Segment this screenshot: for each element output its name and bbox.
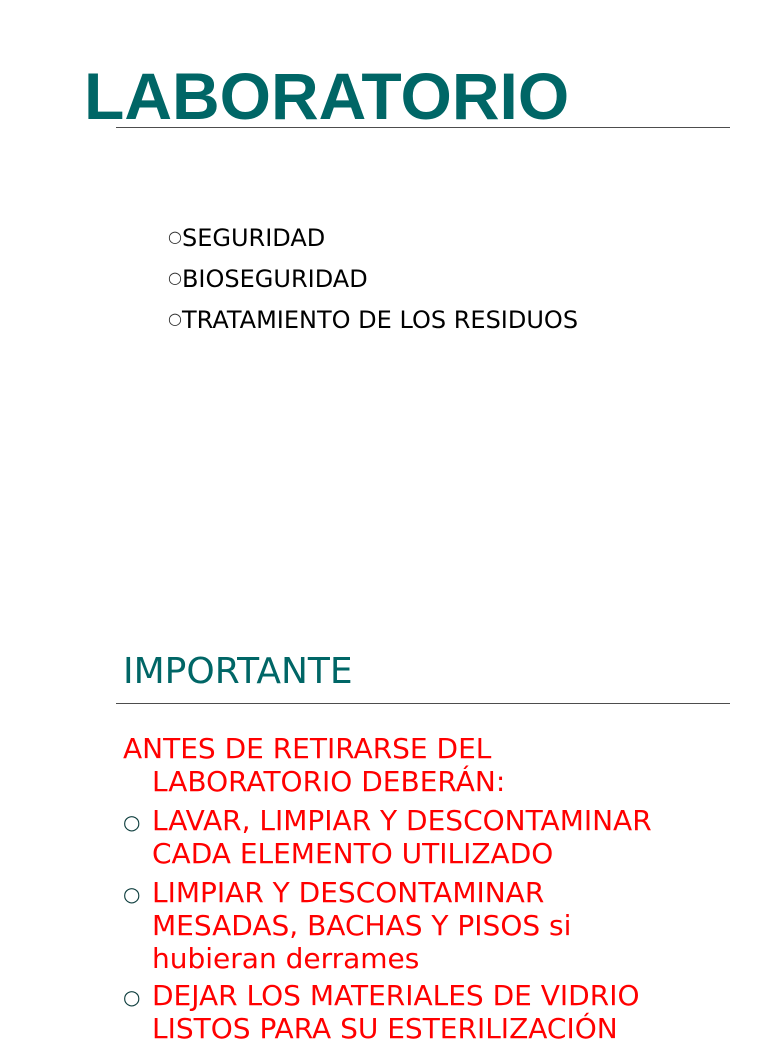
circle-bullet-icon: ○ (168, 268, 182, 287)
circle-bullet-icon: ○ (123, 985, 141, 1009)
list-item-line: MESADAS, BACHAS Y PISOS si (152, 909, 572, 942)
list-item (168, 219, 578, 260)
list-item-line: DEJAR LOS MATERIALES DE VIDRIO (152, 979, 640, 1012)
list-item (168, 301, 578, 342)
intro-line: LABORATORIO DEBERÁN: (152, 765, 506, 798)
circle-bullet-icon: ○ (123, 810, 141, 834)
list-item-label: TRATAMIENTO DE LOS RESIDUOS (181, 306, 579, 334)
list-item-label: BIOSEGURIDAD (181, 265, 368, 293)
list-item-line: CADA ELEMENTO UTILIZADO (152, 837, 554, 870)
list-item-line: LIMPIAR Y DESCONTAMINAR (152, 876, 545, 909)
slide-body (0, 512, 768, 1045)
circle-bullet-icon: ○ (168, 227, 182, 246)
list-item-line: LISTOS PARA SU ESTERILIZACIÓN (152, 1012, 618, 1045)
list-item (168, 260, 578, 301)
intro-text (123, 732, 723, 798)
slide-title: IMPORTANTE (123, 651, 353, 692)
slide-laboratorio (0, 0, 768, 512)
topic-list (168, 219, 578, 342)
slide-title: LABORATORIO (84, 59, 570, 133)
title-divider (116, 127, 730, 128)
circle-bullet-icon: ○ (123, 882, 141, 906)
intro-line: ANTES DE RETIRARSE DEL (123, 732, 492, 765)
slide-importante (0, 512, 768, 1045)
list-item-line: LAVAR, LIMPIAR Y DESCONTAMINAR (152, 804, 652, 837)
circle-bullet-icon: ○ (168, 309, 182, 328)
list-item-label: SEGURIDAD (181, 224, 326, 252)
list-item-line: hubieran derrames (152, 942, 420, 975)
